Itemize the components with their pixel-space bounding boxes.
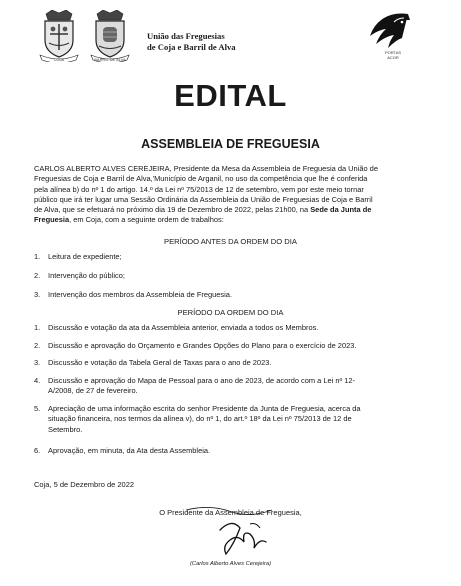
intro-line <box>34 215 416 225</box>
signature-name: (Carlos Alberto Alves Cerejeira) <box>189 561 272 567</box>
item-text: Intervenção do público; <box>48 271 125 280</box>
eagle-icon <box>364 10 412 52</box>
item-number: 5. <box>34 404 41 413</box>
intro-line <box>34 205 416 215</box>
union-name <box>147 31 236 53</box>
list-item <box>34 376 416 397</box>
coja-crest-icon <box>38 10 80 62</box>
item-text: Discussão e aprovação do Mapa de Pessoal para o ano de 2023, de acordo com a Lei nº 12- <box>48 376 356 385</box>
intro-paragraph <box>34 164 416 226</box>
signature-title: O Presidente da Assembleia de Freguesia, <box>159 508 302 517</box>
intro-line: CARLOS ALBERTO ALVES CEREJEIRA, Presidente da Mesa da Assembleia de Freguesia da União de <box>34 164 378 173</box>
item-number: 2. <box>34 341 41 350</box>
coja-crest <box>38 10 80 67</box>
item-number: 6. <box>34 446 41 455</box>
barril-crest-label: BARRIL DE ALVA <box>94 57 126 62</box>
barril-crest <box>89 10 131 67</box>
intro-text: de Alva, que se efetuará no próximo dia 19 de Dezembro de 2022, pelas 21h00, na <box>34 205 311 215</box>
item-text-continued: A/2008, de 27 de fevereiro. <box>48 386 138 396</box>
item-text: Leitura de expediente; <box>48 252 122 261</box>
document-heading: ASSEMBLEIA DE FREGUESIA <box>141 137 320 151</box>
union-name-line2: de Coja e Barril de Alva <box>147 42 236 52</box>
item-text: Aprovação, em minuta, da Ata desta Assembleia. <box>48 446 211 455</box>
list-item <box>34 252 416 262</box>
list-item <box>34 290 416 300</box>
item-text: Discussão e votação da Tabela Geral de Taxas para o ano de 2023. <box>48 358 272 367</box>
item-number: 3. <box>34 358 41 367</box>
period-before-heading: PERÍODO ANTES DA ORDEM DO DIA <box>164 237 297 246</box>
list-item <box>34 341 416 351</box>
intro-line: Freguesias de Coja e Barril de Alva,'Município de Arganil, no uso da competência que lhe é conferida <box>34 174 368 184</box>
handwritten-signature <box>180 500 290 567</box>
logo-text <box>372 50 414 60</box>
item-text: Intervenção dos membros da Assembleia de Freguesia. <box>48 290 232 299</box>
union-name-line1: União das Freguesias <box>147 31 225 41</box>
list-item <box>34 323 416 333</box>
period-order-heading: PERÍODO DA ORDEM DO DIA <box>177 308 284 317</box>
list-item <box>34 446 416 456</box>
intro-text: , em Coja, com a seguinte ordem de trabalhos: <box>69 215 224 225</box>
item-number: 2. <box>34 271 41 280</box>
item-text-continued: situação financeira, nos termos da alínea v), do nº 1, do art.º 18º da Lei nº 75/2013 de 12 de <box>48 414 352 424</box>
intro-bold-text: Sede da Junta de <box>310 205 372 215</box>
coja-crest-label: COJA <box>53 57 65 62</box>
list-item <box>34 358 416 368</box>
item-text: Apreciação de uma informação escrita do senhor Presidente da Junta de Freguesia, acerca da <box>48 404 361 413</box>
item-text: Discussão e votação da ata da Assembleia anterior, enviada a todos os Membros. <box>48 323 319 332</box>
barril-de-alva-crest-icon <box>89 10 131 62</box>
logo-text-line1: PORTAS <box>384 50 402 55</box>
intro-line: pela alínea b) do nº 1 do artigo. 14.º da Lei nº 75/2013 de 12 de setembro, vem por este meio tornar <box>34 184 364 194</box>
intro-line: público que irá ter lugar uma Sessão Ordinária da Assembleia da União de Freguesias de Coja e Barril <box>34 194 373 204</box>
list-item <box>34 271 416 281</box>
list-item <box>34 404 416 435</box>
item-number: 4. <box>34 376 41 385</box>
item-number: 3. <box>34 290 41 299</box>
item-number: 1. <box>34 323 41 332</box>
signature-icon <box>180 500 290 562</box>
item-text-continued: Setembro. <box>48 424 83 434</box>
place-date: Coja, 5 de Dezembro de 2022 <box>34 480 135 489</box>
item-number: 1. <box>34 252 41 261</box>
document-title: EDITAL <box>174 78 287 113</box>
logo-text-line2: ACOR <box>387 55 399 60</box>
item-text: Discussão e aprovação do Orçamento e Grandes Opções do Plano para o exercício de 2023. <box>48 341 357 350</box>
intro-bold-text: Freguesia <box>34 215 70 225</box>
